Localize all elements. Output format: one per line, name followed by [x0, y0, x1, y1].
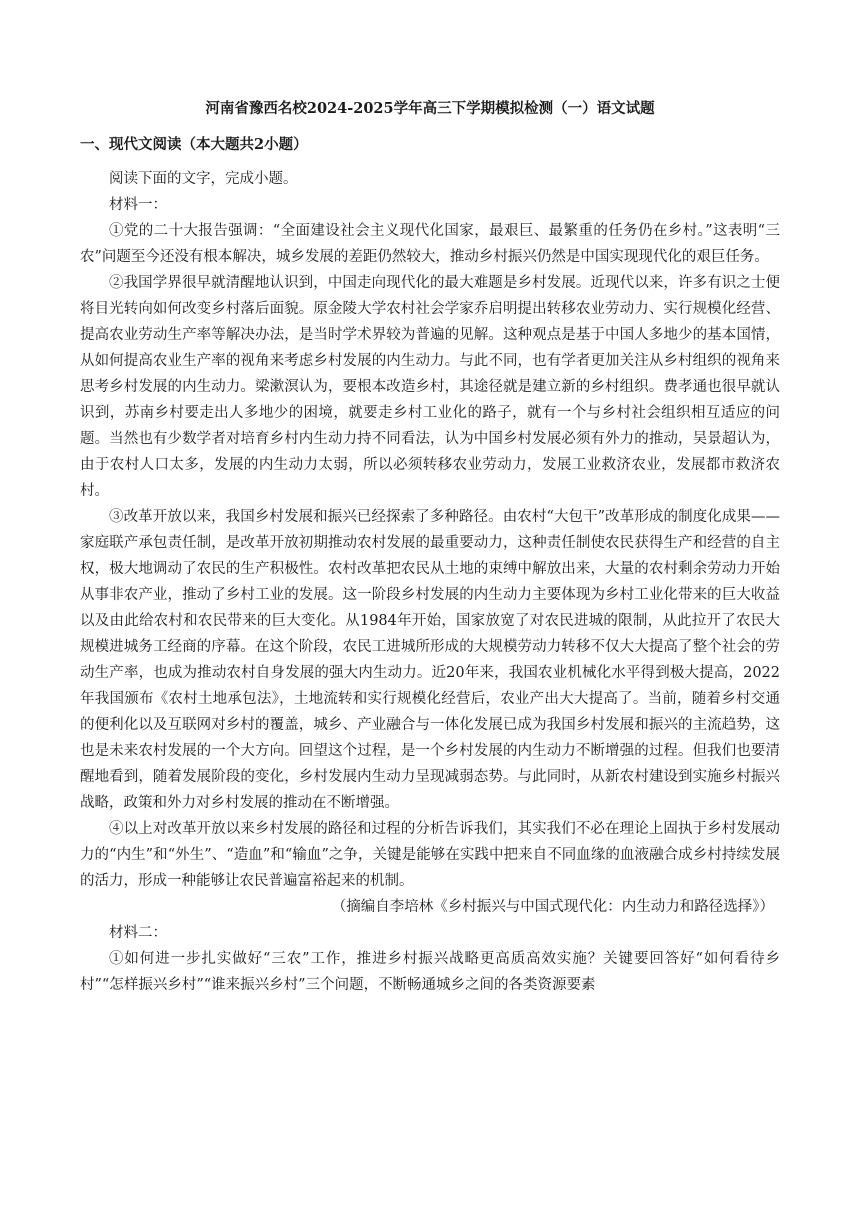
material-1-source: （摘编自李培林《乡村振兴与中国式现代化：内生动力和路径选择》） — [331, 899, 774, 915]
section-heading: 一、现代文阅读（本大题共2小题） — [80, 136, 308, 153]
document-title: 河南省豫西名校2024-2025学年高三下学期模拟检测（一）语文试题 — [205, 100, 655, 117]
material-2-paragraph-1: ①如何进一步扎实做好“三农”工作，推进乡村振兴战略更高质高效实施？关键要回答好“如何看待乡村”“怎样振兴乡村”“谁来振兴乡村”三个问题，不断畅通城乡之间的各类资源要素 — [80, 951, 780, 993]
document-page — [80, 100, 780, 998]
material-1-label: 材料一： — [109, 197, 167, 213]
material-1-paragraph-2: ②我国学界很早就清醒地认识到，中国走向现代化的最大难题是乡村发展。近现代以来，许多有识之士便将目光转向如何改变乡村落后面貌。原金陵大学农村社会学家乔启明提出转移农业劳动力、实行规模化经营、提高农业劳动生产率等解决办法，是当时学术界较为普遍的见解。这种观点是基于中国人多地少的基本国情，从如何提高农业生产率的视角来考虑乡村发展的内生动力。与此不同，也有学者更加关注从乡村组织的视角来思考乡村发展的内生动力。梁漱溟认为，要根本改造乡村，其途径就是建立新的乡村组织。费孝通也很早就认识到，苏南乡村要走出人多地少的困境，就要走乡村工业化的路子，就有一个与乡村社会组织相互适应的问题。当然也有少数学者对培育乡村内生动力持不同看法，认为中国乡村发展必须有外力的推动，吴景超认为，由于农村人口太多，发展的内生动力太弱，所以必须转移农业劳动力，发展工业救济农业，发展都市救济农村。 — [80, 275, 780, 499]
instruction-text: 阅读下面的文字，完成小题。 — [109, 171, 298, 187]
material-2-label: 材料二： — [109, 925, 167, 941]
material-1-paragraph-1: ①党的二十大报告强调：“全面建设社会主义现代化国家，最艰巨、最繁重的任务仍在乡村。”这表明“三农”问题至今还没有根本解决，城乡发展的差距仍然较大，推动乡村振兴仍然是中国实现现代化的艰巨任务。 — [80, 223, 780, 265]
material-1-paragraph-3: ③改革开放以来，我国乡村发展和振兴已经探索了多种路径。由农村“大包干”改革形成的制度化成果——家庭联产承包责任制，是改革开放初期推动农村发展的最重要动力，这种责任制使农民获得生产和经营的自主权，极大地调动了农民的生产积极性。农村改革把农民从土地的束缚中解放出来，大量的农村剩余劳动力开始从事非农产业，推动了乡村工业的发展。这一阶段乡村发展的内生动力主要体现为乡村工业化带来的巨大收益以及由此给农村和农民带来的巨大变化。从1984年开始，国家放宽了对农民进城的限制，从此拉开了农民大规模进城务工经商的序幕。在这个阶段，农民工进城所形成的大规模劳动力转移不仅大大提高了整个社会的劳动生产率，也成为推动农村自身发展的强大内生动力。近20年来，我国农业机械化水平得到极大提高，2022年我国颁布《农村土地承包法》，土地流转和实行规模化经营后，农业产出大大提高了。当前，随着乡村交通的便利化以及互联网对乡村的覆盖，城乡、产业融合与一体化发展已成为我国乡村发展和振兴的主流趋势，这也是未来农村发展的一个大方向。回望这个过程，是一个乡村发展的内生动力不断增强的过程。但我们也要清醒地看到，随着发展阶段的变化，乡村发展内生动力呈现减弱态势。与此同时，从新农村建设到实施乡村振兴战略，政策和外力对乡村发展的推动在不断增强。 — [80, 509, 780, 811]
material-1-paragraph-4: ④以上对改革开放以来乡村发展的路径和过程的分析告诉我们，其实我们不必在理论上固执于乡村发展动力的“内生”和“外生”、“造血”和“输血”之争，关键是能够在实践中把来自不同血缘的血液融合成乡村持续发展的活力，形成一种能够让农民普遍富裕起来的机制。 — [80, 821, 780, 889]
